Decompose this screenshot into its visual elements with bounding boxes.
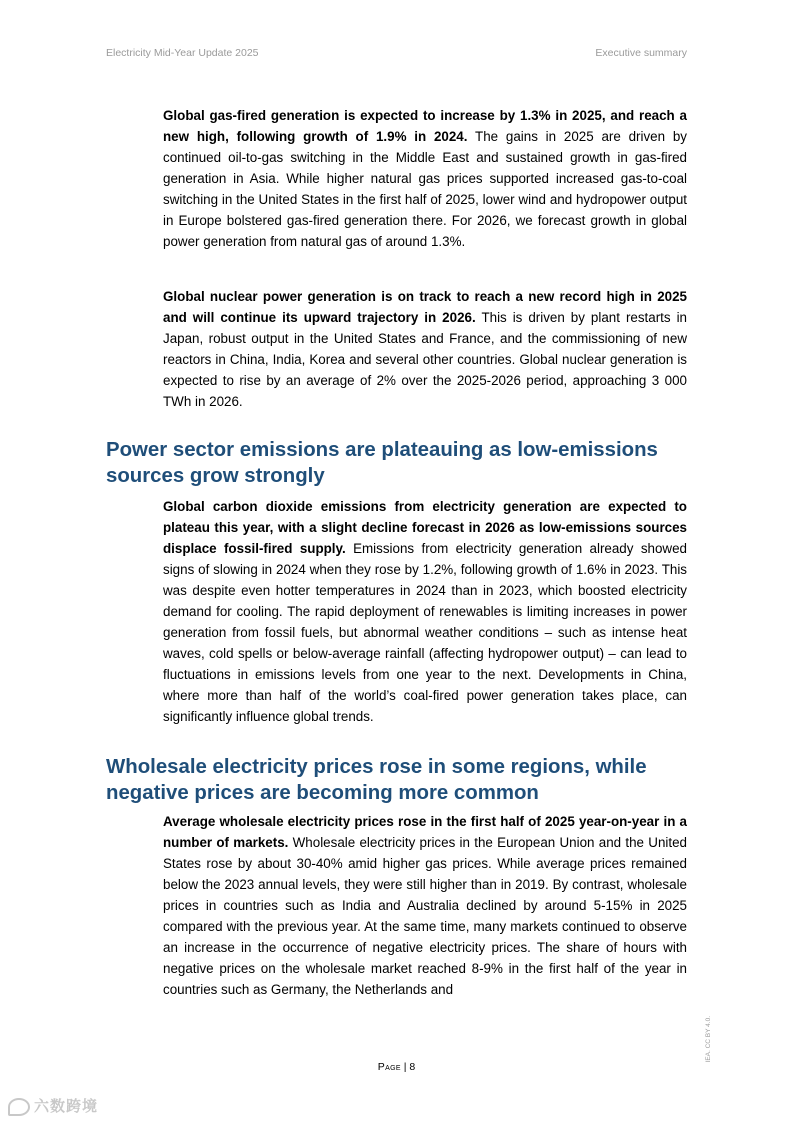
emissions-paragraph bbox=[163, 496, 687, 727]
prices-heading: Wholesale electricity prices rose in some regions, while negative prices are becoming more common bbox=[106, 756, 647, 804]
gas-body-text: The gains in 2025 are driven by continued oil-to-gas switching in the Middle East and sustained growth in gas-fired generation in Asia. While higher natural gas prices supported increased gas-to-coal switching in the United States in the first half of 2025, lower wind and hydropower output in Europe bolstered gas-fired generation there. For 2026, we forecast growth in global power generation from natural gas of around 1.3%. bbox=[163, 129, 687, 249]
prices-lead-sentence: Average wholesale electricity prices rose in the first half of 2025 year-on-year in a number of markets. bbox=[163, 814, 687, 850]
nuclear-lead-sentence: Global nuclear power generation is on track to reach a new record high in 2025 and will continue its upward trajectory in 2026. bbox=[163, 289, 687, 325]
running-header-left: Electricity Mid-Year Update 2025 bbox=[106, 47, 259, 59]
watermark bbox=[8, 1095, 98, 1116]
page-label: Page bbox=[377, 1061, 401, 1073]
page-number: 8 bbox=[409, 1061, 416, 1073]
license-note: IEA. CC BY 4.0. bbox=[705, 1016, 712, 1063]
watermark-text: 六数跨境 bbox=[34, 1098, 99, 1115]
emissions-body-text: Emissions from electricity generation already showed signs of slowing in 2024 when they rose by 1.2%, following growth of 1.6% in 2023. This was despite even hotter temperatures in 2024 than in 2023, which boosted electricity demand for cooling. The rapid deployment of renewables is limiting increases in power generation from fossil fuels, but abnormal weather conditions – such as intense heat waves, cold spells or below-average rainfall (affecting hydropower output) – can lead to fluctuations in emissions levels from one year to the next. Developments in China, where more than half of the world’s coal-fired power generation takes place, can significantly influence global trends. bbox=[163, 541, 687, 724]
nuclear-generation-paragraph bbox=[163, 286, 687, 412]
emissions-heading: Power sector emissions are plateauing as low-emissions sources grow strongly bbox=[106, 439, 658, 487]
prices-paragraph bbox=[163, 811, 687, 1000]
page-separator: | bbox=[400, 1061, 410, 1073]
page-footer bbox=[0, 1061, 793, 1073]
watermark-logo-icon bbox=[8, 1098, 30, 1116]
prices-body-text: Wholesale electricity prices in the European Union and the United States rose by about 30-40% amid higher gas prices. While average prices remained below the 2023 annual levels, they were still higher than in 2019. By contrast, wholesale prices in countries such as India and Australia declined by around 5-15% in 2025 compared with the previous year. At the same time, many markets continued to observe an increase in the occurrence of negative electricity prices. The share of hours with negative prices on the wholesale market reached 8-9% in the first half of the year in countries such as Germany, the Netherlands and bbox=[163, 835, 687, 997]
running-header-right: Executive summary bbox=[595, 47, 687, 59]
gas-lead-sentence: Global gas-fired generation is expected to increase by 1.3% in 2025, and reach a new high, following growth of 1.9% in 2024. bbox=[163, 108, 687, 144]
emissions-lead-sentence: Global carbon dioxide emissions from electricity generation are expected to plateau this year, with a slight decline forecast in 2026 as low-emissions sources displace fossil-fired supply. bbox=[163, 499, 687, 556]
gas-generation-paragraph bbox=[163, 105, 687, 252]
nuclear-body-text: This is driven by plant restarts in Japan, robust output in the United States and France, and the commissioning of new reactors in China, India, Korea and several other countries. Global nuclear generation is expected to rise by an average of 2% over the 2025-2026 period, approaching 3 000 TWh in 2026. bbox=[163, 310, 687, 409]
